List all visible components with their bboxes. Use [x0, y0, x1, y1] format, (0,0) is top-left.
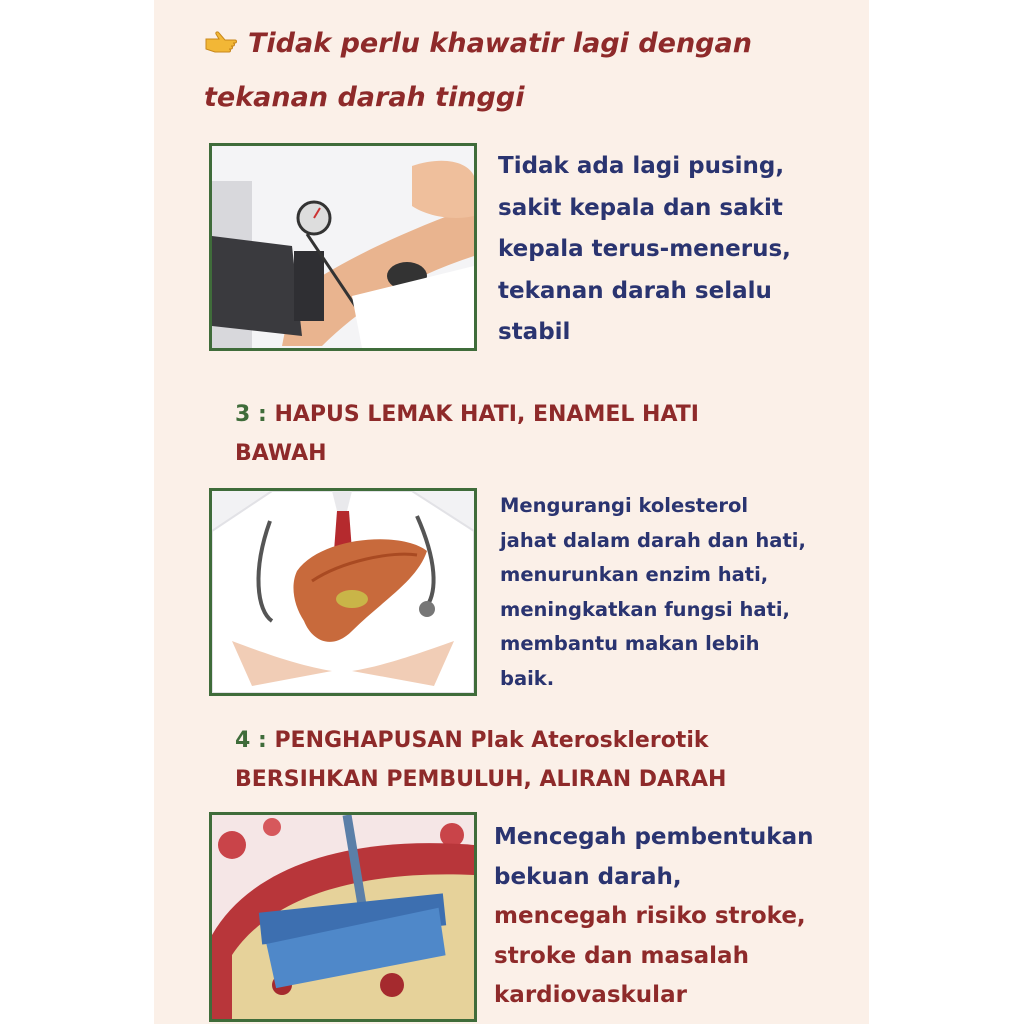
product-benefits-panel [154, 0, 869, 1024]
blood-pressure-description: Tidak ada lagi pusing, sakit kepala dan sakit kepala terus-menerus, tekanan darah selalu stabil [498, 153, 791, 345]
headline [204, 18, 824, 124]
section-3-description: Mengurangi kolesterol jahat dalam darah dan hati, menurunkan enzim hati, meningkatkan fungsi hati, membantu makan lebih baik. [500, 494, 806, 690]
section-4-description-part1: Mencegah pembentukan bekuan darah, [494, 824, 814, 890]
liver-illustration-photo [209, 488, 477, 696]
blood-pressure-measurement-photo [209, 143, 477, 351]
section-3-number: 3 : [235, 402, 267, 427]
section-4-description-part2: mencegah risiko stroke, stroke dan masalah kardiovaskular [494, 903, 806, 1008]
headline-text: Tidak perlu khawatir lagi dengan tekanan darah tinggi [204, 28, 752, 113]
artery-cleaning-broom-illustration [209, 812, 477, 1022]
section-4-heading [235, 721, 845, 799]
section-4-title: PENGHAPUSAN Plak Aterosklerotik BERSIHKAN PEMBULUH, ALIRAN DARAH [235, 728, 727, 792]
section-4-description [494, 818, 814, 1016]
section-4-number: 4 : [235, 728, 267, 753]
section-3-title: HAPUS LEMAK HATI, ENAMEL HATI BAWAH [235, 402, 699, 466]
section-3-heading [235, 395, 735, 473]
pointing-hand-icon [204, 20, 238, 72]
